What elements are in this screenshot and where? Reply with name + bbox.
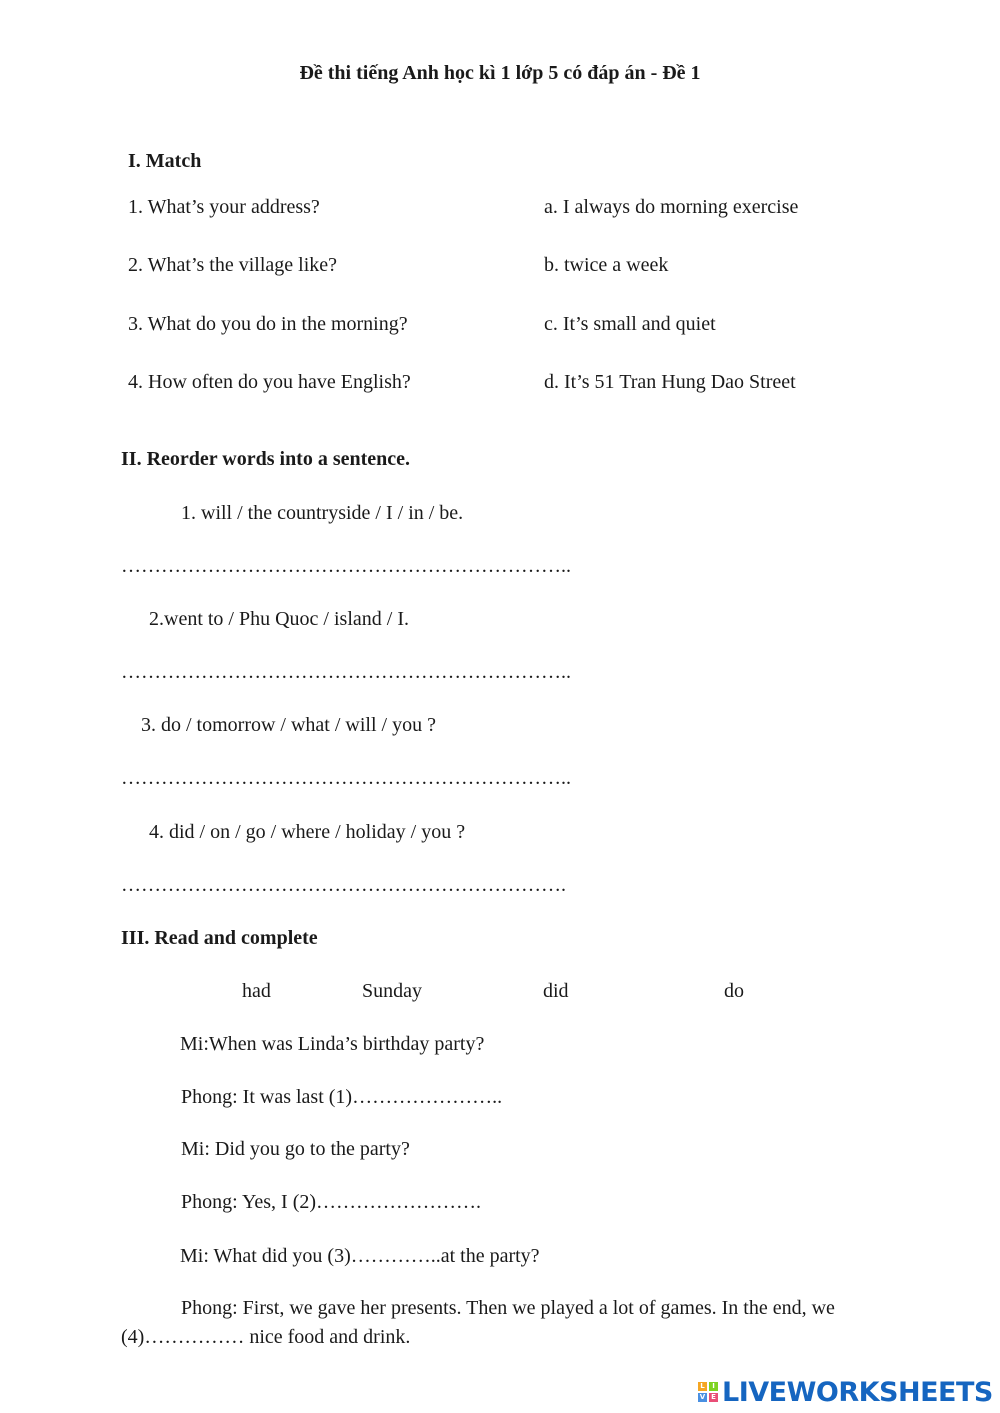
dialogue-line: (4)…………… nice food and drink.	[121, 1326, 411, 1348]
match-answer[interactable]: c. It’s small and quiet	[544, 313, 716, 335]
section-2-heading: II. Reorder words into a sentence.	[121, 448, 411, 470]
match-answer[interactable]: b. twice a week	[544, 254, 669, 276]
reorder-prompt: 2.went to / Phu Quoc / island / I.	[149, 608, 409, 630]
match-question: 3. What do you do in the morning?	[128, 313, 408, 335]
dialogue-line: Phong: Yes, I (2)…………………….	[181, 1191, 482, 1213]
word-bank-item: did	[543, 980, 569, 1002]
dialogue-line: Mi: What did you (3)…………..at the party?	[180, 1245, 540, 1267]
dialogue-line: Mi:When was Linda’s birthday party?	[180, 1033, 485, 1055]
logo-text: LIVEWORKSHEETS	[722, 1376, 993, 1408]
reorder-prompt: 4. did / on / go / where / holiday / you ?	[149, 821, 466, 843]
logo-mark-icon: L I V E	[698, 1382, 718, 1402]
dialogue-line: Phong: First, we gave her presents. Then we played a lot of games. In the end, we	[181, 1297, 835, 1319]
match-question: 2. What’s the village like?	[128, 254, 338, 276]
word-bank-item: do	[724, 980, 744, 1002]
answer-line[interactable]: …………………………………………………………..	[121, 661, 571, 683]
dialogue-line: Mi: Did you go to the party?	[181, 1138, 410, 1160]
section-3-heading: III. Read and complete	[121, 927, 318, 949]
page-title: Đề thi tiếng Anh học kì 1 lớp 5 có đáp án - Đề 1	[299, 62, 701, 84]
word-bank-item: had	[242, 980, 271, 1002]
match-question: 4. How often do you have English?	[128, 371, 411, 393]
match-answer[interactable]: d. It’s 51 Tran Hung Dao Street	[544, 371, 796, 393]
answer-line[interactable]: ………………………………………………………….	[121, 874, 566, 896]
word-bank-item: Sunday	[362, 980, 422, 1002]
answer-line[interactable]: …………………………………………………………..	[121, 767, 571, 789]
reorder-prompt: 3. do / tomorrow / what / will / you ?	[141, 714, 436, 736]
match-question: 1. What’s your address?	[128, 196, 320, 218]
answer-line[interactable]: …………………………………………………………..	[121, 555, 571, 577]
liveworksheets-logo[interactable]	[698, 1377, 993, 1407]
reorder-prompt: 1. will / the countryside / I / in / be.	[181, 502, 464, 524]
match-answer[interactable]: a. I always do morning exercise	[544, 196, 799, 218]
dialogue-line: Phong: It was last (1)…………………..	[181, 1086, 503, 1108]
section-1-heading: I. Match	[128, 150, 202, 172]
